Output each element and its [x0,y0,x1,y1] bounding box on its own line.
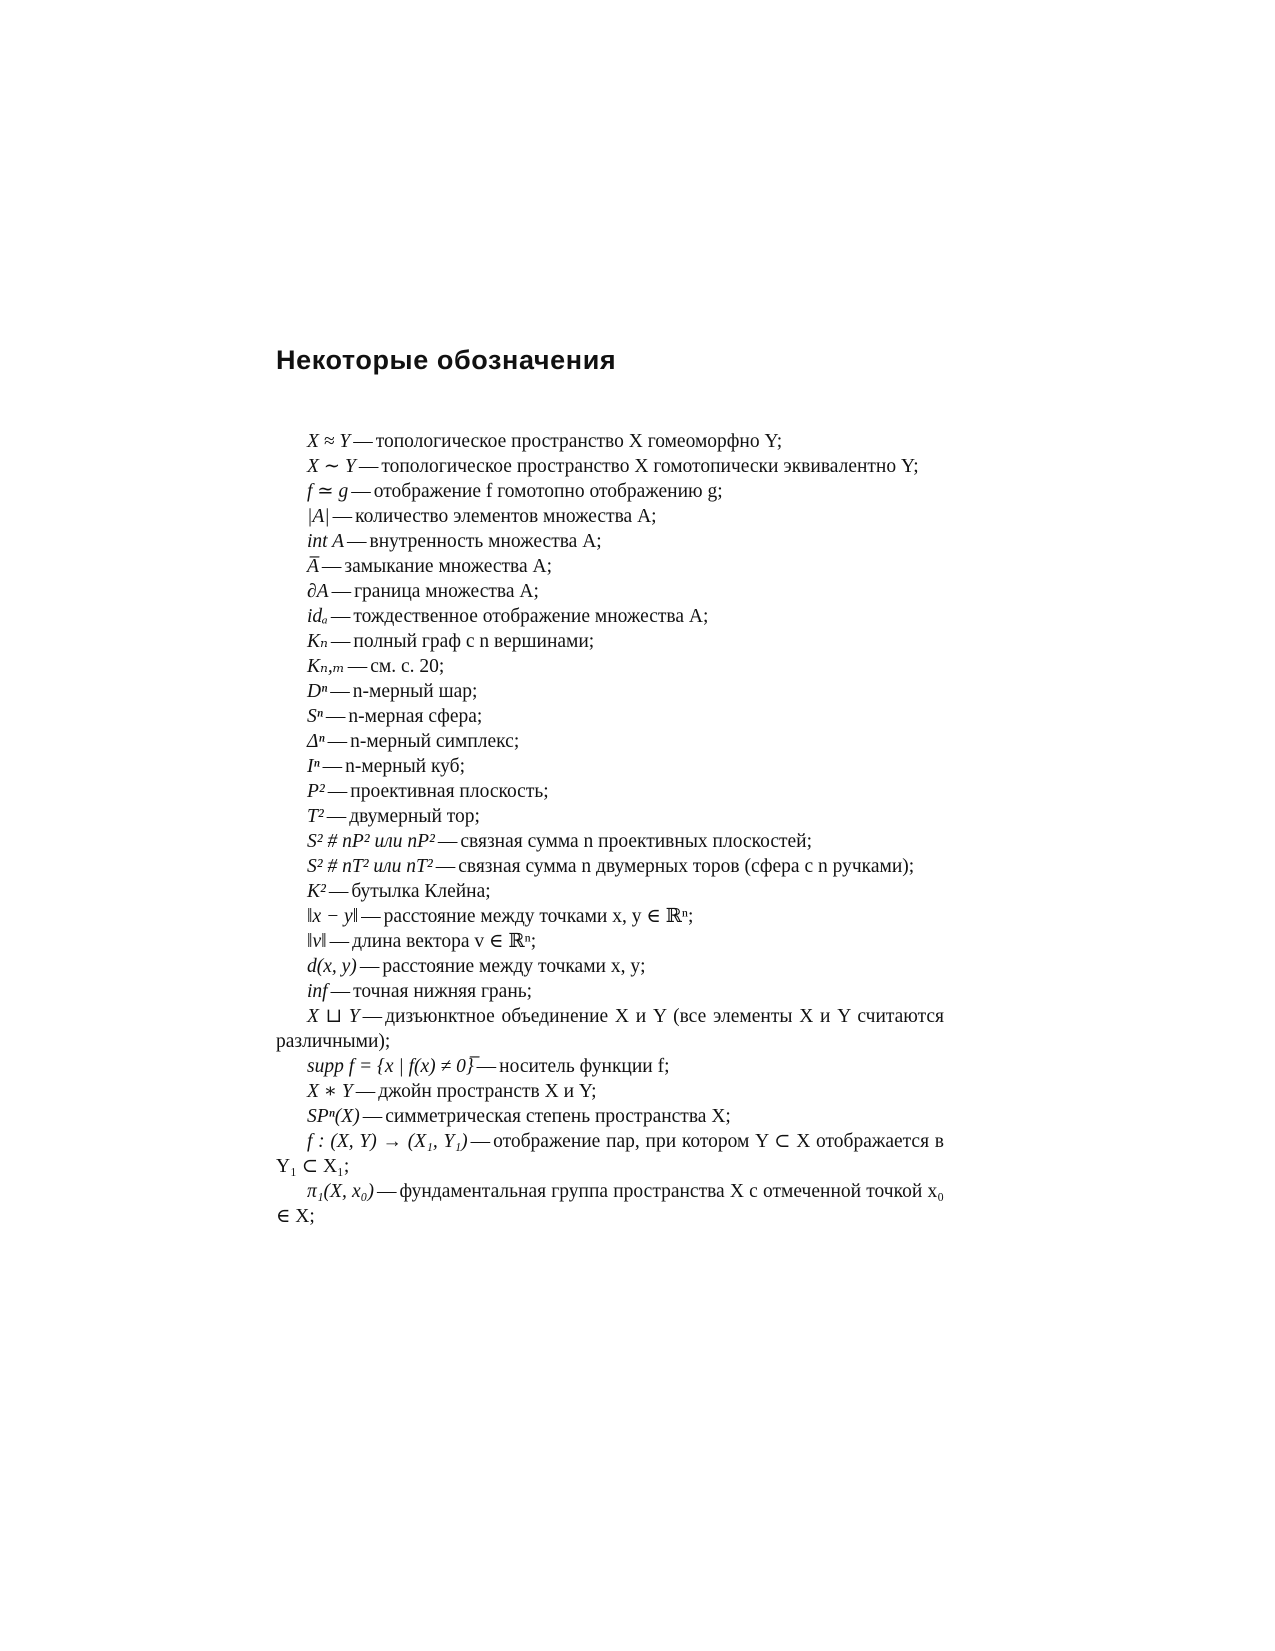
notation-entry [276,554,944,579]
page-title: Некоторые обозначения [276,345,617,375]
notation-list [276,429,944,1229]
notation-entry [276,954,944,979]
notation-term: f ≃ g [307,481,349,502]
notation-separator: — [470,1131,491,1152]
notation-description: отображение пар, при котором Y ⊂ X отображается в Y₁ ⊂ X₁; [276,1131,944,1177]
notation-separator: — [322,756,343,777]
notation-term: Kₙ,ₘ [307,656,345,677]
notation-description: длина вектора v ∈ ℝⁿ; [352,931,537,952]
notation-description: граница множества A; [354,581,539,602]
notation-entry [276,754,944,779]
notation-description: отображение f гомотопно отображению g; [373,481,723,502]
notation-separator: — [329,931,350,952]
notation-term: X ∗ Y [307,1081,353,1102]
notation-term: K² [307,881,326,902]
notation-separator: — [347,531,367,552]
notation-description: точная нижняя грань; [353,981,533,1002]
notation-term: Kₙ [307,631,328,652]
notation-separator: — [328,881,349,902]
notation-description: носитель функции f; [499,1056,670,1077]
notation-description: бутылка Клейна; [351,881,491,902]
notation-separator: — [376,1181,397,1202]
notation-term: f : (X, Y) → (X₁, Y₁) [307,1131,468,1152]
notation-description: проективная плоскость; [350,781,549,802]
notation-separator: — [331,581,352,602]
notation-separator: — [330,681,350,702]
notation-entry [276,529,944,554]
notation-description: количество элементов множества A; [355,506,657,527]
notation-entry [276,1054,944,1079]
notation-separator: — [353,431,373,452]
notation-separator: — [476,1056,497,1077]
notation-term: P² [307,781,325,802]
notation-entry [276,929,944,954]
notation-entry [276,904,944,929]
notation-term: Δⁿ [307,731,325,752]
notation-term: T² [307,806,324,827]
notation-separator: — [327,731,348,752]
notation-separator: — [321,556,342,577]
notation-term: X ⊔ Y [307,1006,360,1027]
notation-description: n-мерный симплекс; [350,731,520,752]
notation-term: inf [307,981,328,1002]
notation-entry [276,479,944,504]
notation-entry [276,1004,944,1054]
notation-description: связная сумма n проективных плоскостей; [460,831,813,852]
notation-description: n-мерная сфера; [348,706,483,727]
notation-description: замыкание множества A; [344,556,553,577]
notation-entry [276,1079,944,1104]
notation-term: SPⁿ(X) [307,1106,360,1127]
notation-entry [276,729,944,754]
notation-separator: — [327,781,348,802]
notation-description: см. с. 20; [370,656,445,677]
notation-entry [276,429,944,454]
notation-term: |A| [307,506,330,527]
notation-description: связная сумма n двумерных торов (сфера с n ручками); [458,856,915,877]
notation-term: ‖v‖ [307,931,327,952]
notation-entry [276,454,944,479]
notation-description: внутренность множества A; [369,531,602,552]
notation-separator: — [355,1081,376,1102]
notation-description: топологическое пространство X гомотопически эквивалентно Y; [381,456,919,477]
notation-description: двумерный тор; [349,806,480,827]
notation-separator: — [359,956,380,977]
notation-separator: — [330,631,351,652]
notation-separator: — [358,456,379,477]
notation-term: A̅ [307,556,319,577]
notation-description: дизъюнктное объединение X и Y (все элементы X и Y считаются различными); [276,1006,944,1052]
notation-entry [276,604,944,629]
notation-entry [276,1104,944,1129]
notation-description: расстояние между точками x, y; [382,956,646,977]
notation-term: Sⁿ [307,706,323,727]
notation-term: d(x, y) [307,956,357,977]
notation-term: π₁(X, x₀) [307,1181,374,1202]
notation-separator: — [351,481,371,502]
notation-description: тождественное отображение множества A; [353,606,709,627]
notation-description: полный граф с n вершинами; [353,631,595,652]
notation-term: S² # nP² или nP² [307,831,435,852]
notation-entry [276,654,944,679]
notation-separator: — [362,1106,383,1127]
notation-entry [276,629,944,654]
notation-term: int A [307,531,345,552]
notation-term: S² # nT² или nT² [307,856,433,877]
notation-description: топологическое пространство X гомеоморфно Y; [375,431,783,452]
notation-entry [276,854,944,879]
notation-entry [276,504,944,529]
notation-entry [276,704,944,729]
notation-separator: — [325,706,346,727]
notation-term: Iⁿ [307,756,320,777]
notation-term: supp f = {x | f(x) ≠ 0}̅ [307,1056,474,1077]
notation-separator: — [347,656,368,677]
notation-entry [276,979,944,1004]
notation-description: джойн пространств X и Y; [378,1081,597,1102]
notation-description: n-мерный шар; [352,681,478,702]
notation-separator: — [362,1006,383,1027]
notation-term: ‖x − y‖ [307,906,359,927]
notation-entry [276,829,944,854]
notation-separator: — [332,506,353,527]
notation-description: расстояние между точками x, y ∈ ℝⁿ; [383,906,694,927]
notation-entry [276,1129,944,1179]
notation-term: X ≈ Y [307,431,351,452]
notation-separator: — [437,831,458,852]
notation-separator: — [326,806,347,827]
notation-entry [276,1179,944,1229]
notation-entry [276,804,944,829]
notation-separator: — [361,906,381,927]
notation-separator: — [330,981,351,1002]
notation-entry [276,579,944,604]
notation-entry [276,779,944,804]
notation-entry [276,879,944,904]
notation-entry [276,679,944,704]
notation-separator: — [330,606,351,627]
notation-separator: — [435,856,456,877]
notation-term: X ∼ Y [307,456,356,477]
notation-description: фундаментальная группа пространства X с отмеченной точкой x₀ ∈ X; [276,1181,945,1227]
notation-term: Dⁿ [307,681,328,702]
notation-description: симметрическая степень пространства X; [385,1106,731,1127]
notation-term: ∂A [307,581,329,602]
notation-description: n-мерный куб; [345,756,466,777]
notation-term: idₐ [307,606,328,627]
